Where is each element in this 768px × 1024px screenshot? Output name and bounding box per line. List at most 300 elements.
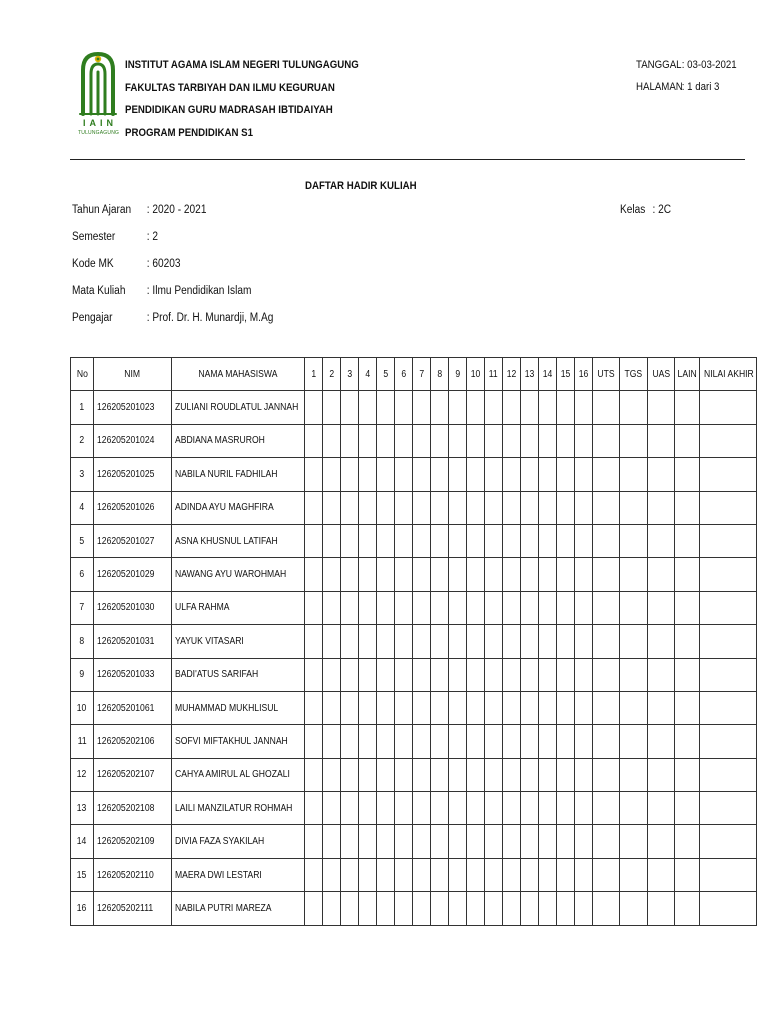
- attendance-cell: [305, 691, 323, 724]
- student-name-cell: [172, 558, 305, 591]
- attendance-cell: [557, 558, 575, 591]
- attendance-cell: [575, 892, 593, 925]
- attendance-cell: [341, 825, 359, 858]
- attendance-cell: [485, 758, 503, 791]
- attendance-cell: [539, 892, 557, 925]
- attendance-cell: [521, 725, 539, 758]
- attendance-cell: [431, 458, 449, 491]
- attendance-cell: [503, 524, 521, 557]
- student-name: MAERA DWI LESTARI: [175, 869, 262, 881]
- attendance-cell: [395, 691, 413, 724]
- attendance-cell: [700, 458, 757, 491]
- column-header-label: No: [76, 368, 88, 380]
- attendance-cell: [648, 558, 675, 591]
- attendance-cell: [557, 725, 575, 758]
- attendance-cell: [521, 424, 539, 457]
- attendance-cell: [377, 591, 395, 624]
- attendance-cell: [485, 391, 503, 424]
- student-id-cell: [94, 391, 172, 424]
- attendance-cell: [305, 524, 323, 557]
- row-number-cell: [71, 491, 94, 524]
- row-number: 16: [77, 902, 87, 914]
- row-number: 4: [79, 502, 85, 514]
- attendance-cell: [700, 658, 757, 691]
- attendance-cell: [377, 691, 395, 724]
- attendance-cell: [305, 825, 323, 858]
- attendance-cell: [341, 758, 359, 791]
- attendance-cell: [539, 825, 557, 858]
- attendance-cell: [620, 825, 648, 858]
- attendance-cell: [323, 424, 341, 457]
- student-id: 126205201031: [97, 635, 155, 647]
- attendance-cell: [323, 892, 341, 925]
- student-id: 126205202109: [97, 836, 155, 848]
- attendance-cell: [485, 591, 503, 624]
- column-header-label: TGS: [624, 368, 643, 380]
- attendance-cell: [359, 625, 377, 658]
- attendance-cell: [593, 558, 620, 591]
- student-id: 126205201026: [97, 502, 155, 514]
- page-label: HALAMAN: [636, 81, 683, 93]
- student-name: ULFA RAHMA: [175, 602, 230, 614]
- attendance-cell: [377, 524, 395, 557]
- row-number-cell: [71, 524, 94, 557]
- attendance-cell: [575, 792, 593, 825]
- attendance-cell: [377, 391, 395, 424]
- date-value: : 03-03-2021: [681, 59, 737, 71]
- column-header-label: 13: [524, 368, 535, 380]
- date-label: TANGGAL: [636, 59, 682, 71]
- page-value: : 1 dari 3: [681, 81, 720, 93]
- student-name: NABILA NURIL FADHILAH: [175, 468, 278, 480]
- attendance-cell: [377, 625, 395, 658]
- attendance-cell: [620, 758, 648, 791]
- row-number-cell: [71, 758, 94, 791]
- attendance-cell: [323, 524, 341, 557]
- attendance-cell: [431, 725, 449, 758]
- table-row: [71, 625, 757, 658]
- attendance-cell: [467, 725, 485, 758]
- attendance-cell: [503, 792, 521, 825]
- student-id-cell: [94, 792, 172, 825]
- attendance-cell: [557, 892, 575, 925]
- attendance-cell: [575, 424, 593, 457]
- attendance-cell: [485, 892, 503, 925]
- attendance-cell: [503, 725, 521, 758]
- attendance-cell: [557, 758, 575, 791]
- student-name: YAYUK VITASARI: [175, 635, 244, 647]
- attendance-cell: [323, 858, 341, 891]
- attendance-cell: [675, 625, 700, 658]
- student-id: 126205202111: [97, 902, 154, 914]
- column-header-label: NILAI AKHIR: [704, 368, 754, 380]
- attendance-cell: [521, 558, 539, 591]
- attendance-cell: [675, 792, 700, 825]
- row-number-cell: [71, 825, 94, 858]
- student-id-cell: [94, 591, 172, 624]
- attendance-cell: [377, 892, 395, 925]
- course-info: [72, 202, 273, 337]
- attendance-cell: [503, 658, 521, 691]
- attendance-cell: [539, 792, 557, 825]
- attendance-cell: [467, 591, 485, 624]
- attendance-cell: [521, 892, 539, 925]
- attendance-cell: [539, 858, 557, 891]
- column-header-label: 15: [560, 368, 571, 380]
- attendance-cell: [395, 792, 413, 825]
- attendance-cell: [648, 391, 675, 424]
- attendance-cell: [305, 758, 323, 791]
- attendance-cell: [449, 758, 467, 791]
- attendance-cell: [413, 792, 431, 825]
- attendance-cell: [575, 524, 593, 557]
- attendance-cell: [359, 524, 377, 557]
- attendance-cell: [305, 792, 323, 825]
- row-number-cell: [71, 658, 94, 691]
- column-header: [620, 358, 648, 391]
- attendance-cell: [395, 825, 413, 858]
- attendance-cell: [539, 691, 557, 724]
- attendance-cell: [648, 658, 675, 691]
- attendance-cell: [593, 491, 620, 524]
- attendance-cell: [323, 491, 341, 524]
- attendance-cell: [575, 825, 593, 858]
- attendance-cell: [467, 458, 485, 491]
- attendance-cell: [467, 825, 485, 858]
- institution-name: INSTITUT AGAMA ISLAM NEGERI TULUNGAGUNG: [125, 59, 359, 71]
- attendance-cell: [305, 892, 323, 925]
- attendance-cell: [557, 391, 575, 424]
- attendance-cell: [305, 558, 323, 591]
- column-header: [503, 358, 521, 391]
- row-number: 11: [77, 735, 87, 747]
- column-header-label: 12: [506, 368, 517, 380]
- attendance-cell: [359, 491, 377, 524]
- attendance-cell: [539, 524, 557, 557]
- student-name-cell: [172, 458, 305, 491]
- attendance-cell: [323, 558, 341, 591]
- attendance-cell: [413, 625, 431, 658]
- attendance-cell: [359, 424, 377, 457]
- class-info: [620, 202, 671, 218]
- student-id: 126205201025: [97, 468, 155, 480]
- student-name: NAWANG AYU WAROHMAH: [175, 569, 287, 581]
- attendance-cell: [341, 658, 359, 691]
- attendance-cell: [485, 625, 503, 658]
- attendance-cell: [675, 892, 700, 925]
- student-id-cell: [94, 758, 172, 791]
- course-code-value: : 60203: [146, 258, 181, 270]
- attendance-cell: [323, 792, 341, 825]
- student-name: ASNA KHUSNUL LATIFAH: [175, 535, 278, 547]
- row-number: 9: [79, 669, 85, 681]
- attendance-cell: [323, 758, 341, 791]
- attendance-cell: [675, 458, 700, 491]
- student-name-cell: [172, 725, 305, 758]
- student-name: MUHAMMAD MUKHLISUL: [175, 702, 279, 714]
- info-row-semester: [72, 229, 273, 256]
- attendance-cell: [675, 691, 700, 724]
- row-number: 1: [79, 402, 85, 414]
- attendance-cell: [359, 458, 377, 491]
- department-name: PENDIDIKAN GURU MADRASAH IBTIDAIYAH: [125, 104, 333, 116]
- column-header: [94, 358, 172, 391]
- attendance-cell: [593, 825, 620, 858]
- attendance-cell: [485, 658, 503, 691]
- attendance-cell: [305, 424, 323, 457]
- attendance-cell: [359, 591, 377, 624]
- attendance-cell: [593, 625, 620, 658]
- attendance-cell: [620, 792, 648, 825]
- column-header-label: 7: [419, 368, 424, 380]
- column-header-label: 14: [542, 368, 553, 380]
- attendance-cell: [449, 591, 467, 624]
- attendance-cell: [557, 825, 575, 858]
- attendance-cell: [539, 658, 557, 691]
- attendance-cell: [575, 391, 593, 424]
- column-header: [377, 358, 395, 391]
- faculty-name: FAKULTAS TARBIYAH DAN ILMU KEGURUAN: [125, 81, 335, 94]
- attendance-cell: [431, 825, 449, 858]
- attendance-cell: [413, 558, 431, 591]
- student-name: CAHYA AMIRUL AL GHOZALI: [175, 769, 290, 781]
- attendance-cell: [539, 725, 557, 758]
- student-id-cell: [94, 458, 172, 491]
- attendance-cell: [449, 858, 467, 891]
- student-id-cell: [94, 725, 172, 758]
- row-number: 14: [77, 836, 87, 848]
- attendance-cell: [323, 458, 341, 491]
- attendance-cell: [341, 725, 359, 758]
- attendance-cell: [593, 658, 620, 691]
- column-header: [323, 358, 341, 391]
- column-header: [557, 358, 575, 391]
- attendance-cell: [575, 658, 593, 691]
- page-row: [636, 80, 737, 102]
- attendance-cell: [700, 591, 757, 624]
- attendance-cell: [413, 658, 431, 691]
- column-header: [593, 358, 620, 391]
- table-row: [71, 558, 757, 591]
- student-id: 126205202108: [97, 802, 155, 814]
- student-name-cell: [172, 792, 305, 825]
- attendance-cell: [359, 658, 377, 691]
- attendance-cell: [539, 591, 557, 624]
- attendance-cell: [395, 391, 413, 424]
- attendance-cell: [395, 725, 413, 758]
- class-label: Kelas: [620, 204, 646, 216]
- attendance-cell: [449, 825, 467, 858]
- attendance-cell: [413, 524, 431, 557]
- attendance-cell: [377, 858, 395, 891]
- row-number: 5: [79, 535, 85, 547]
- attendance-cell: [648, 758, 675, 791]
- attendance-cell: [395, 491, 413, 524]
- row-number: 15: [77, 869, 87, 881]
- attendance-cell: [593, 758, 620, 791]
- row-number: 10: [77, 702, 87, 714]
- attendance-cell: [377, 424, 395, 457]
- column-header-label: UTS: [597, 368, 615, 380]
- attendance-cell: [485, 424, 503, 457]
- attendance-cell: [700, 491, 757, 524]
- attendance-cell: [539, 758, 557, 791]
- attendance-cell: [557, 792, 575, 825]
- attendance-cell: [648, 591, 675, 624]
- student-name-cell: [172, 658, 305, 691]
- attendance-cell: [413, 858, 431, 891]
- table-row: [71, 424, 757, 457]
- attendance-cell: [675, 858, 700, 891]
- iain-tulungagung-logo: [78, 50, 118, 142]
- attendance-cell: [431, 424, 449, 457]
- attendance-cell: [467, 858, 485, 891]
- attendance-cell: [521, 591, 539, 624]
- attendance-cell: [521, 658, 539, 691]
- attendance-cell: [467, 625, 485, 658]
- attendance-cell: [431, 658, 449, 691]
- logo-text: IAIN: [83, 118, 117, 128]
- student-name: ADINDA AYU MAGHFIRA: [175, 502, 274, 514]
- attendance-cell: [431, 625, 449, 658]
- student-name-cell: [172, 892, 305, 925]
- attendance-cell: [323, 825, 341, 858]
- student-id-cell: [94, 825, 172, 858]
- student-name: DIVIA FAZA SYAKILAH: [175, 836, 265, 848]
- student-name: ABDIANA MASRUROH: [175, 435, 265, 447]
- student-name: BADI'ATUS SARIFAH: [175, 669, 259, 681]
- column-header: [431, 358, 449, 391]
- table-row: [71, 758, 757, 791]
- attendance-cell: [305, 725, 323, 758]
- attendance-cell: [449, 391, 467, 424]
- attendance-cell: [377, 825, 395, 858]
- student-id-cell: [94, 892, 172, 925]
- attendance-cell: [359, 792, 377, 825]
- info-row-academic-year: [72, 202, 273, 229]
- attendance-cell: [449, 491, 467, 524]
- attendance-cell: [521, 391, 539, 424]
- attendance-cell: [648, 524, 675, 557]
- attendance-cell: [521, 625, 539, 658]
- attendance-cell: [675, 658, 700, 691]
- row-number-cell: [71, 391, 94, 424]
- table-row: [71, 691, 757, 724]
- attendance-cell: [675, 558, 700, 591]
- column-header: [485, 358, 503, 391]
- attendance-cell: [395, 858, 413, 891]
- student-name-cell: [172, 758, 305, 791]
- lecturer-label: Pengajar: [72, 312, 113, 324]
- attendance-cell: [648, 424, 675, 457]
- attendance-cell: [503, 424, 521, 457]
- logo-subtext: TULUNGAGUNG: [78, 130, 120, 136]
- attendance-cell: [323, 591, 341, 624]
- attendance-cell: [413, 591, 431, 624]
- student-id-cell: [94, 524, 172, 557]
- attendance-cell: [557, 491, 575, 524]
- table-header-row: [71, 358, 757, 391]
- attendance-cell: [503, 391, 521, 424]
- attendance-cell: [575, 725, 593, 758]
- logo-emblem-icon: [78, 50, 118, 116]
- column-header: [539, 358, 557, 391]
- attendance-cell: [413, 758, 431, 791]
- attendance-cell: [305, 625, 323, 658]
- student-name-cell: [172, 691, 305, 724]
- attendance-cell: [485, 825, 503, 858]
- attendance-cell: [521, 825, 539, 858]
- row-number-cell: [71, 625, 94, 658]
- attendance-cell: [359, 825, 377, 858]
- attendance-cell: [359, 892, 377, 925]
- attendance-cell: [593, 424, 620, 457]
- attendance-cell: [575, 558, 593, 591]
- column-header-label: 5: [383, 368, 388, 380]
- row-number-cell: [71, 691, 94, 724]
- column-header-label: LAIN: [677, 368, 697, 380]
- attendance-cell: [431, 391, 449, 424]
- attendance-cell: [675, 825, 700, 858]
- attendance-cell: [675, 391, 700, 424]
- attendance-cell: [675, 524, 700, 557]
- attendance-cell: [593, 391, 620, 424]
- table-row: [71, 591, 757, 624]
- attendance-cell: [557, 658, 575, 691]
- column-header-label: 10: [470, 368, 481, 380]
- column-header: [172, 358, 305, 391]
- attendance-cell: [575, 858, 593, 891]
- attendance-cell: [305, 858, 323, 891]
- student-id: 126205201030: [97, 602, 155, 614]
- column-header: [467, 358, 485, 391]
- attendance-cell: [341, 691, 359, 724]
- attendance-cell: [467, 424, 485, 457]
- row-number-cell: [71, 792, 94, 825]
- attendance-cell: [700, 625, 757, 658]
- attendance-cell: [700, 725, 757, 758]
- attendance-cell: [503, 458, 521, 491]
- column-header-label: 8: [437, 368, 442, 380]
- attendance-cell: [377, 758, 395, 791]
- attendance-cell: [675, 725, 700, 758]
- student-name: SOFVI MIFTAKHUL JANNAH: [175, 735, 288, 747]
- attendance-cell: [620, 625, 648, 658]
- student-id-cell: [94, 658, 172, 691]
- lecturer-value: : Prof. Dr. H. Munardji, M.Ag: [146, 312, 274, 324]
- attendance-cell: [521, 792, 539, 825]
- attendance-cell: [431, 758, 449, 791]
- document-meta: [636, 58, 737, 102]
- student-id-cell: [94, 625, 172, 658]
- attendance-cell: [648, 458, 675, 491]
- attendance-cell: [593, 458, 620, 491]
- attendance-cell: [395, 591, 413, 624]
- student-name-cell: [172, 591, 305, 624]
- table-row: [71, 524, 757, 557]
- attendance-cell: [700, 558, 757, 591]
- attendance-cell: [341, 858, 359, 891]
- attendance-cell: [503, 691, 521, 724]
- column-header-label: 16: [578, 368, 589, 380]
- attendance-cell: [323, 658, 341, 691]
- attendance-cell: [449, 524, 467, 557]
- attendance-cell: [485, 858, 503, 891]
- column-header: [521, 358, 539, 391]
- attendance-cell: [620, 558, 648, 591]
- table-row: [71, 825, 757, 858]
- attendance-cell: [305, 391, 323, 424]
